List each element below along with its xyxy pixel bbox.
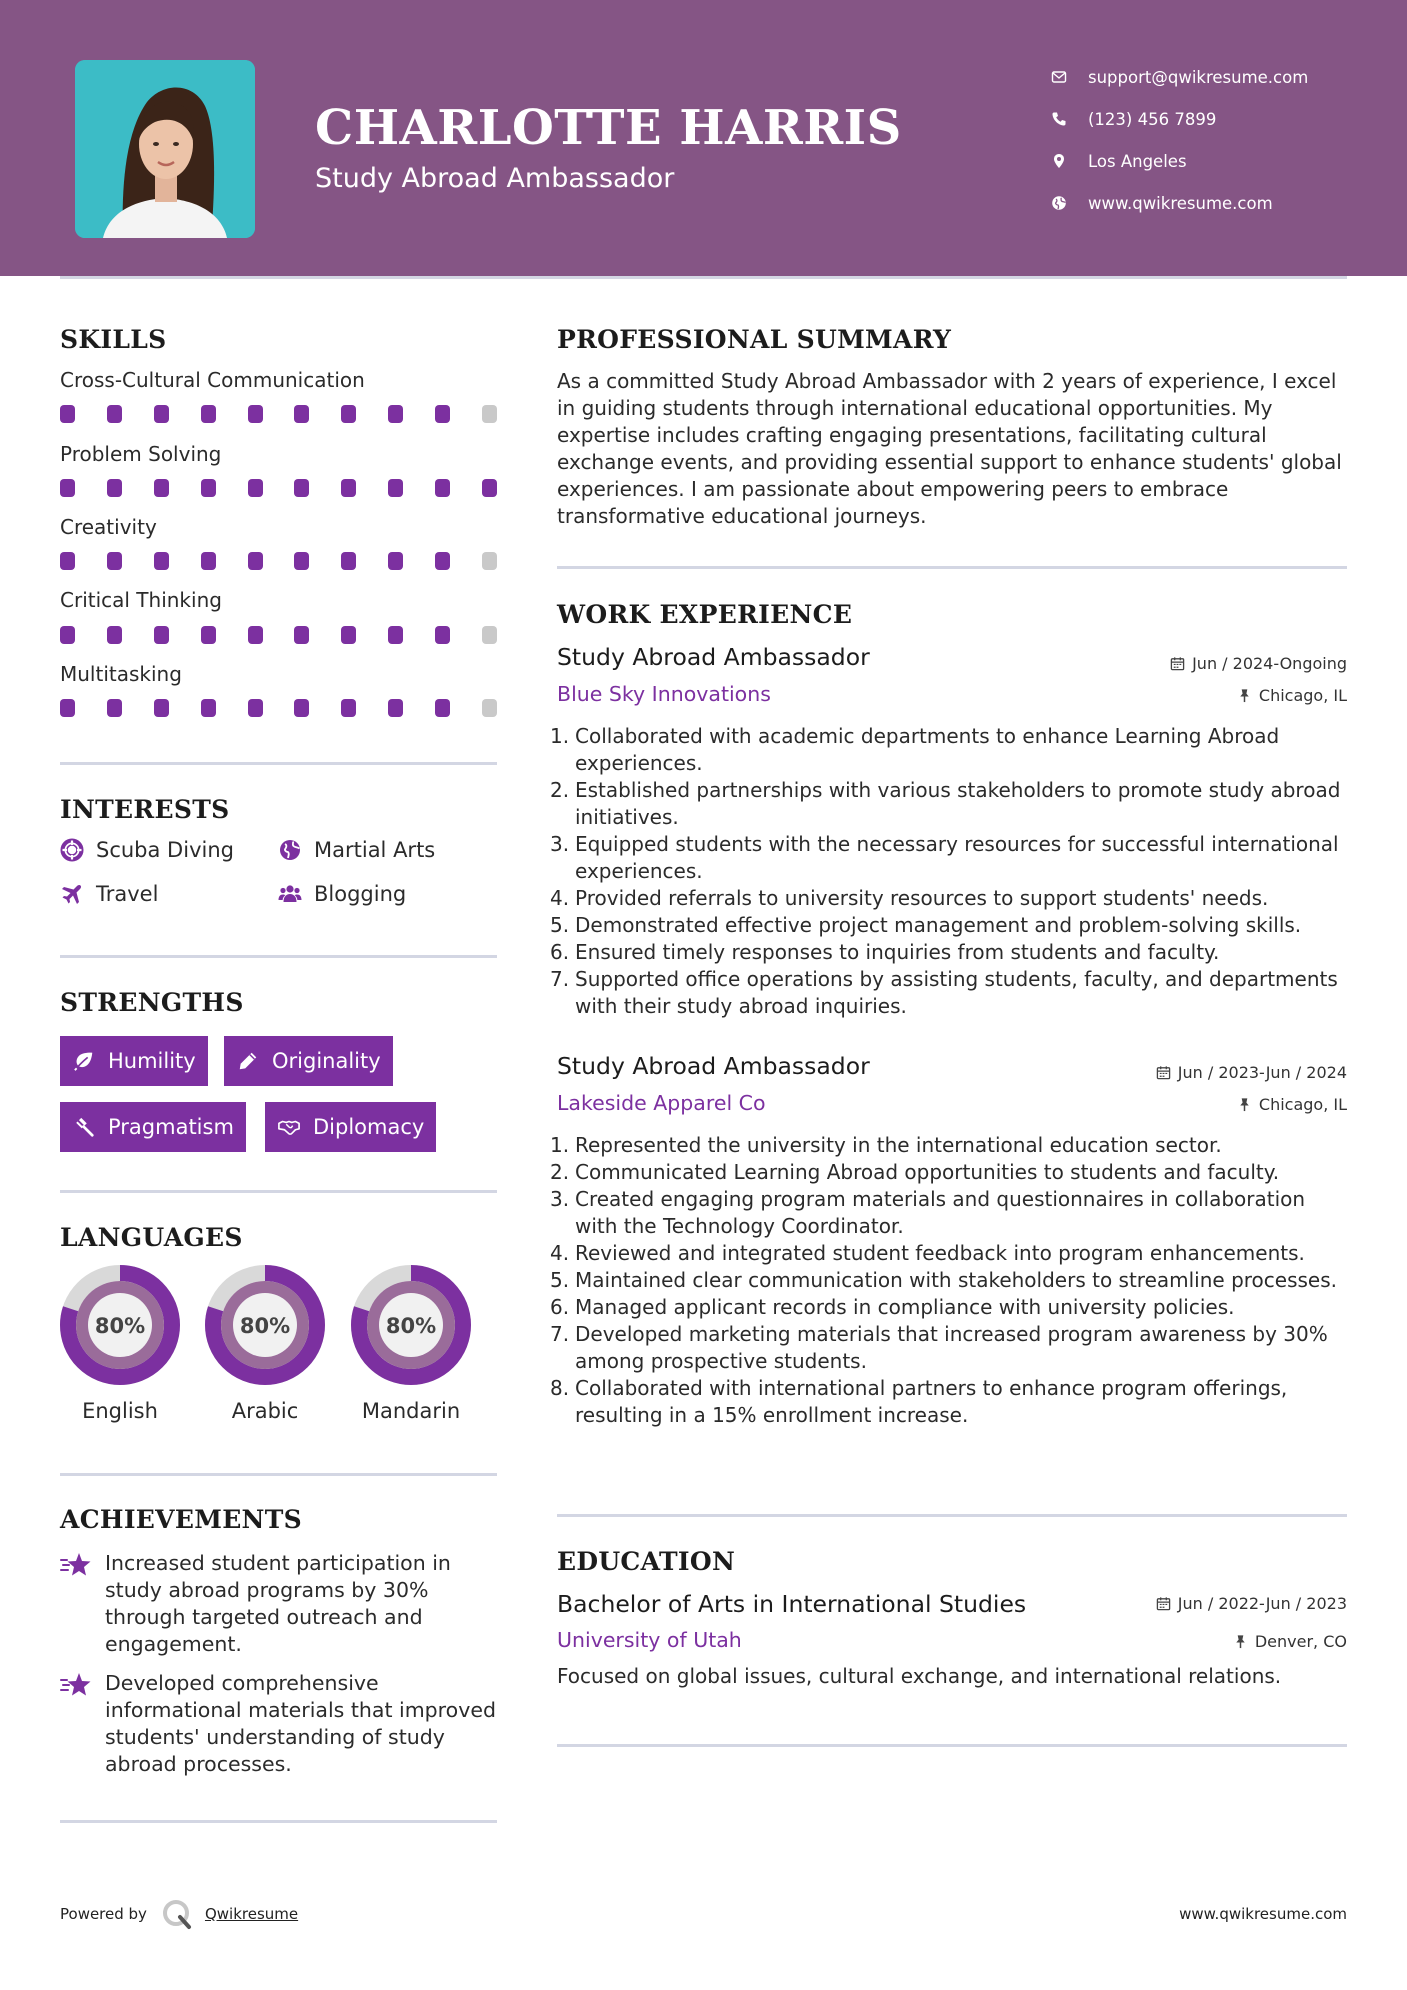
candidate-title: Study Abroad Ambassador (315, 163, 675, 194)
education-description: Focused on global issues, cultural exchange, and international relations. (557, 1664, 1282, 1688)
globe-icon (1050, 194, 1068, 212)
skill-dot-filled (107, 626, 122, 644)
job-bullet: 6. Managed applicant records in compliance with university policies. (550, 1295, 1235, 1319)
job-dates-text: Jun / 2024-Ongoing (1192, 654, 1347, 673)
interest-label: Scuba Diving (96, 838, 234, 862)
header-banner (0, 0, 1407, 276)
skill-dot-filled (248, 626, 263, 644)
languages-heading: LANGUAGES (60, 1223, 243, 1252)
job-bullet: 4. Reviewed and integrated student feedback into program enhancements. (550, 1241, 1305, 1265)
skill-dot-filled (294, 405, 309, 423)
skill-dot-filled (107, 405, 122, 423)
skill-rating (60, 479, 497, 497)
footer-brand-link[interactable]: Qwikresume (204, 1905, 299, 1923)
globe-icon (278, 838, 302, 862)
skill-dot-filled (107, 479, 122, 497)
contact-website-text: www.qwikresume.com (1088, 193, 1273, 213)
job-bullet: 2. Established partnerships with various stakeholders to promote study abroad initiatives. (550, 778, 1341, 829)
job-title: Study Abroad Ambassador (557, 1052, 870, 1080)
contact-location (1050, 140, 1308, 182)
skill-dot-filled (388, 699, 403, 717)
skill-dot-filled (294, 552, 309, 570)
interest-label: Martial Arts (314, 838, 436, 862)
skill-dot-filled (154, 552, 169, 570)
skill-dot-filled (294, 479, 309, 497)
powered-by-label: Powered by (60, 1905, 147, 1923)
contact-phone-text: (123) 456 7899 (1088, 109, 1217, 129)
skill-label: Critical Thinking (60, 588, 222, 612)
language-name: English (82, 1399, 158, 1423)
strength-label: Originality (272, 1049, 381, 1073)
calendar-icon (1156, 1065, 1171, 1080)
skill-dot-empty (482, 626, 497, 644)
skill-dot-filled (154, 626, 169, 644)
skill-dot-empty (482, 405, 497, 423)
job-dates (1156, 1063, 1347, 1082)
job-bullets (550, 1132, 1347, 1429)
interest-item (278, 882, 406, 906)
language-item (203, 1263, 327, 1423)
degree-title: Bachelor of Arts in International Studies (557, 1590, 1027, 1618)
job-bullet: 1. Represented the university in the international education sector. (550, 1133, 1222, 1157)
section-divider (60, 1473, 497, 1476)
language-progress-ring (349, 1263, 473, 1387)
achievement-text: Increased student participation in study abroad programs by 30% through targeted outreach and engagement. (105, 1551, 451, 1656)
skill-label: Multitasking (60, 662, 182, 686)
job-bullet: 3. Equipped students with the necessary resources for successful international experiences. (550, 832, 1339, 883)
education-dates (1156, 1594, 1347, 1613)
strength-label: Humility (108, 1049, 196, 1073)
job-bullets (550, 723, 1347, 1020)
language-name: Arabic (231, 1399, 299, 1423)
strength-label: Diplomacy (313, 1115, 425, 1139)
users-icon (278, 882, 302, 906)
handshake-icon (277, 1115, 301, 1139)
header-divider (60, 276, 1347, 279)
star-icon (60, 1551, 92, 1579)
skill-dot-filled (60, 405, 75, 423)
language-item (58, 1263, 182, 1423)
life-ring-icon (60, 838, 84, 862)
skill-rating (60, 626, 497, 644)
skill-dot-filled (154, 405, 169, 423)
skill-dot-filled (435, 699, 450, 717)
strength-tag (265, 1102, 436, 1152)
section-divider (60, 955, 497, 958)
skill-dot-filled (248, 479, 263, 497)
skill-dot-filled (60, 626, 75, 644)
skill-dot-empty (482, 699, 497, 717)
language-progress-ring (203, 1263, 327, 1387)
job-bullet: 5. Maintained clear communication with stakeholders to streamline processes. (550, 1268, 1338, 1292)
job-bullet: 3. Created engaging program materials and questionnaires in collaboration with the Technology Coordinator. (550, 1187, 1306, 1238)
pushpin-icon (1233, 1634, 1248, 1649)
skill-dot-filled (388, 552, 403, 570)
achievement-text: Developed comprehensive informational materials that improved students' understanding of study abroad processes. (105, 1671, 496, 1776)
skill-dot-filled (341, 626, 356, 644)
job-dates-text: Jun / 2023-Jun / 2024 (1177, 1063, 1347, 1082)
job-bullet: 1. Collaborated with academic departments to enhance Learning Abroad experiences. (550, 724, 1280, 775)
phone-icon (1050, 110, 1068, 128)
skill-rating (60, 699, 497, 717)
language-percent: 80% (239, 1314, 291, 1338)
strength-tag (224, 1036, 393, 1086)
qwikresume-logo-icon (161, 1898, 193, 1930)
interest-label: Travel (96, 882, 159, 906)
skills-heading: SKILLS (60, 325, 167, 354)
skill-dot-filled (294, 626, 309, 644)
company-name: Blue Sky Innovations (557, 682, 771, 706)
contact-email[interactable] (1050, 56, 1308, 98)
skill-label: Problem Solving (60, 442, 222, 466)
interests-heading: INTERESTS (60, 795, 230, 824)
section-divider (60, 762, 497, 765)
skill-dot-filled (107, 699, 122, 717)
skill-dot-filled (248, 552, 263, 570)
company-name: Lakeside Apparel Co (557, 1091, 766, 1115)
contact-location-text: Los Angeles (1088, 151, 1187, 171)
contact-website[interactable] (1050, 182, 1308, 224)
language-percent: 80% (94, 1314, 146, 1338)
map-pin-icon (1050, 152, 1068, 170)
skill-rating (60, 552, 497, 570)
skill-dot-filled (341, 552, 356, 570)
skill-dot-filled (201, 479, 216, 497)
strength-tag (60, 1102, 246, 1152)
skill-dot-filled (388, 626, 403, 644)
skill-dot-filled (201, 626, 216, 644)
achievements-heading: ACHIEVEMENTS (60, 1505, 302, 1534)
language-name: Mandarin (361, 1399, 461, 1423)
skill-dot-filled (201, 699, 216, 717)
strengths-heading: STRENGTHS (60, 988, 244, 1017)
education-location (1233, 1632, 1347, 1651)
skill-dot-filled (201, 552, 216, 570)
skill-dot-filled (248, 405, 263, 423)
interest-item (278, 838, 435, 862)
skill-dot-filled (107, 552, 122, 570)
section-divider (557, 566, 1347, 569)
leaf-icon (72, 1049, 96, 1073)
education-location-text: Denver, CO (1254, 1632, 1347, 1651)
job-location-text: Chicago, IL (1258, 1095, 1347, 1114)
job-bullet: 8. Collaborated with international partners to enhance program offerings, resulting in a 15% enrollment increase. (550, 1376, 1288, 1427)
skill-dot-filled (482, 479, 497, 497)
skill-dot-filled (60, 479, 75, 497)
section-divider (557, 1514, 1347, 1517)
achievement-item (60, 1550, 500, 1658)
skill-dot-filled (435, 479, 450, 497)
skill-dot-filled (294, 699, 309, 717)
skill-label: Cross-Cultural Communication (60, 368, 365, 392)
skill-label: Creativity (60, 515, 157, 539)
summary-heading: PROFESSIONAL SUMMARY (557, 325, 952, 354)
language-item (349, 1263, 473, 1423)
summary-text: As a committed Study Abroad Ambassador with 2 years of experience, I excel in guiding students through international educational opportunities. My expertise includes crafting engaging presentations, facilitating cultural exchange events, and providing essential support to enhance students' global experiences. I am passionate about empowering peers to embrace transformative educational journeys. (557, 369, 1342, 528)
job-title: Study Abroad Ambassador (557, 643, 870, 671)
school-name: University of Utah (557, 1628, 742, 1652)
job-dates (1170, 654, 1347, 673)
skill-dot-filled (341, 405, 356, 423)
education-heading: EDUCATION (557, 1547, 736, 1576)
pushpin-icon (1237, 688, 1252, 703)
job-bullet: 6. Ensured timely responses to inquiries from students and faculty. (550, 940, 1220, 964)
skill-dot-filled (154, 479, 169, 497)
interest-label: Blogging (314, 882, 407, 906)
skill-dot-filled (341, 479, 356, 497)
pencil-icon (236, 1049, 260, 1073)
footer-url[interactable]: www.qwikresume.com (1179, 1905, 1347, 1923)
job-location-text: Chicago, IL (1258, 686, 1347, 705)
contact-phone[interactable] (1050, 98, 1308, 140)
profile-photo (75, 60, 255, 238)
envelope-icon (1050, 68, 1068, 86)
contact-email-text: support@qwikresume.com (1088, 67, 1309, 87)
star-icon (60, 1671, 92, 1699)
section-divider (60, 1820, 497, 1823)
language-percent: 80% (385, 1314, 437, 1338)
achievement-item (60, 1670, 500, 1778)
skill-dot-filled (60, 552, 75, 570)
strength-tag (60, 1036, 208, 1086)
job-bullet: 7. Supported office operations by assisting students, faculty, and departments with their study abroad inquiries. (550, 967, 1338, 1018)
calendar-icon (1170, 656, 1185, 671)
skill-dot-filled (388, 405, 403, 423)
pushpin-icon (1237, 1097, 1252, 1112)
language-progress-ring (58, 1263, 182, 1387)
job-location (1237, 1095, 1347, 1114)
job-bullet: 7. Developed marketing materials that increased program awareness by 30% among prospective students. (550, 1322, 1328, 1373)
skill-dot-filled (60, 699, 75, 717)
job-location (1237, 686, 1347, 705)
section-divider (557, 1744, 1347, 1747)
skill-dot-filled (435, 405, 450, 423)
contact-list (1050, 56, 1308, 224)
section-divider (60, 1190, 497, 1193)
footer-powered-by (60, 1898, 298, 1930)
plane-icon (60, 882, 84, 906)
skill-dot-filled (388, 479, 403, 497)
skill-dot-filled (154, 699, 169, 717)
job-bullet: 4. Provided referrals to university resources to support students' needs. (550, 886, 1269, 910)
skill-rating (60, 405, 497, 423)
skill-dot-filled (248, 699, 263, 717)
skill-dot-filled (435, 552, 450, 570)
experience-heading: WORK EXPERIENCE (557, 600, 853, 629)
calendar-icon (1156, 1596, 1171, 1611)
skill-dot-filled (201, 405, 216, 423)
interest-item (60, 838, 234, 862)
candidate-name: CHARLOTTE HARRIS (315, 100, 902, 156)
job-bullet: 5. Demonstrated effective project management and problem-solving skills. (550, 913, 1302, 937)
education-dates-text: Jun / 2022-Jun / 2023 (1177, 1594, 1347, 1613)
interest-item (60, 882, 158, 906)
job-bullet: 2. Communicated Learning Abroad opportunities to students and faculty. (550, 1160, 1280, 1184)
skill-dot-empty (482, 552, 497, 570)
skill-dot-filled (435, 626, 450, 644)
gavel-icon (72, 1115, 96, 1139)
strength-label: Pragmatism (108, 1115, 234, 1139)
skill-dot-filled (341, 699, 356, 717)
